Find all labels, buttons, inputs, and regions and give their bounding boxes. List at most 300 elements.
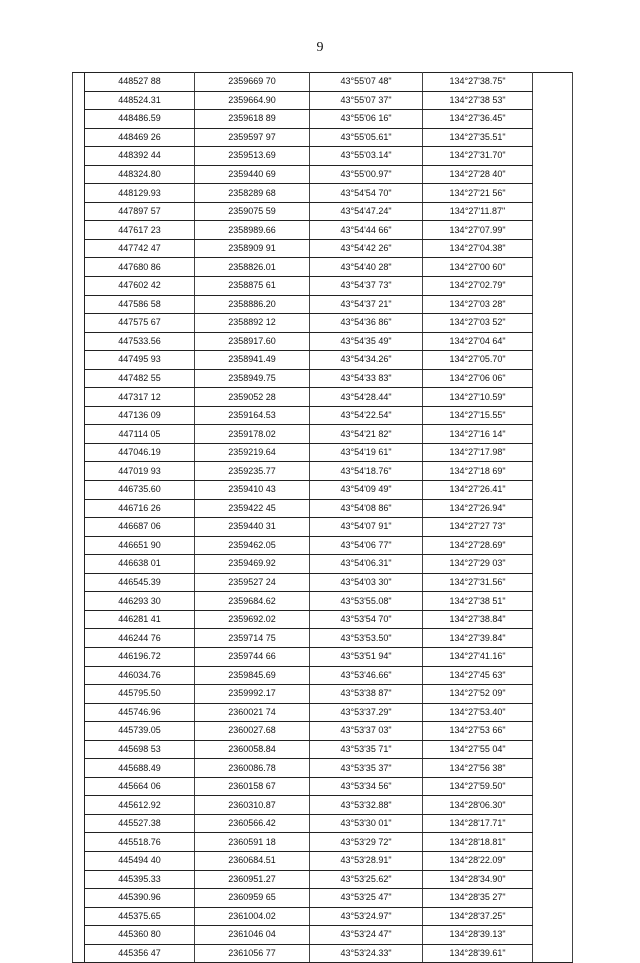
table-row [73, 128, 573, 147]
longitude-cell: 134°27'28.69" [423, 536, 533, 555]
latitude-cell: 43°53'55.08" [310, 592, 423, 611]
table-row [73, 536, 573, 555]
table-row [73, 944, 573, 963]
y-coordinate-cell: 2358289 68 [195, 184, 310, 203]
row-margin-cell [73, 889, 85, 908]
row-blank-cell [533, 277, 573, 296]
y-coordinate-cell: 2359422 45 [195, 499, 310, 518]
row-margin-cell [73, 573, 85, 592]
row-blank-cell [533, 499, 573, 518]
coordinates-table [72, 72, 573, 963]
longitude-cell: 134°27'38 51" [423, 592, 533, 611]
y-coordinate-cell: 2360310.87 [195, 796, 310, 815]
table-row [73, 796, 573, 815]
row-margin-cell [73, 610, 85, 629]
row-blank-cell [533, 889, 573, 908]
x-coordinate-cell: 446244 76 [85, 629, 195, 648]
x-coordinate-cell: 445527.38 [85, 814, 195, 833]
latitude-cell: 43°54'37 73" [310, 277, 423, 296]
table-row [73, 870, 573, 889]
y-coordinate-cell: 2359744 66 [195, 647, 310, 666]
x-coordinate-cell: 446638 01 [85, 555, 195, 574]
x-coordinate-cell: 447533.56 [85, 332, 195, 351]
row-blank-cell [533, 647, 573, 666]
latitude-cell: 43°54'19 61" [310, 443, 423, 462]
x-coordinate-cell: 447897 57 [85, 202, 195, 221]
latitude-cell: 43°54'06 77" [310, 536, 423, 555]
table-row [73, 481, 573, 500]
latitude-cell: 43°54'28.44" [310, 388, 423, 407]
latitude-cell: 43°54'34.26" [310, 351, 423, 370]
longitude-cell: 134°27'53 66" [423, 722, 533, 741]
row-margin-cell [73, 777, 85, 796]
latitude-cell: 43°53'24.33" [310, 944, 423, 963]
table-row [73, 907, 573, 926]
longitude-cell: 134°27'03 28" [423, 295, 533, 314]
row-margin-cell [73, 369, 85, 388]
x-coordinate-cell: 445360 80 [85, 926, 195, 945]
longitude-cell: 134°27'00 60" [423, 258, 533, 277]
row-margin-cell [73, 536, 85, 555]
x-coordinate-cell: 447680 86 [85, 258, 195, 277]
x-coordinate-cell: 447114 05 [85, 425, 195, 444]
longitude-cell: 134°27'38 53" [423, 91, 533, 110]
coordinates-table-container [72, 72, 572, 963]
latitude-cell: 43°53'28.91" [310, 851, 423, 870]
longitude-cell: 134°28'35 27" [423, 889, 533, 908]
x-coordinate-cell: 445664 06 [85, 777, 195, 796]
table-row [73, 647, 573, 666]
longitude-cell: 134°27'05.70" [423, 351, 533, 370]
row-blank-cell [533, 926, 573, 945]
x-coordinate-cell: 445375.65 [85, 907, 195, 926]
x-coordinate-cell: 447482 55 [85, 369, 195, 388]
latitude-cell: 43°53'53.50" [310, 629, 423, 648]
x-coordinate-cell: 447617 23 [85, 221, 195, 240]
y-coordinate-cell: 2358917.60 [195, 332, 310, 351]
latitude-cell: 43°54'22.54" [310, 406, 423, 425]
row-margin-cell [73, 406, 85, 425]
row-blank-cell [533, 555, 573, 574]
latitude-cell: 43°53'29 72" [310, 833, 423, 852]
row-margin-cell [73, 351, 85, 370]
row-margin-cell [73, 647, 85, 666]
latitude-cell: 43°53'30 01" [310, 814, 423, 833]
latitude-cell: 43°55'05.61" [310, 128, 423, 147]
row-blank-cell [533, 777, 573, 796]
table-row [73, 202, 573, 221]
table-row [73, 221, 573, 240]
x-coordinate-cell: 447586 58 [85, 295, 195, 314]
longitude-cell: 134°27'18 69" [423, 462, 533, 481]
table-row [73, 277, 573, 296]
row-blank-cell [533, 759, 573, 778]
latitude-cell: 43°54'21 82" [310, 425, 423, 444]
table-row [73, 314, 573, 333]
longitude-cell: 134°27'04 64" [423, 332, 533, 351]
x-coordinate-cell: 445494 40 [85, 851, 195, 870]
latitude-cell: 43°54'44 66" [310, 221, 423, 240]
latitude-cell: 43°54'08 86" [310, 499, 423, 518]
row-margin-cell [73, 221, 85, 240]
table-row [73, 573, 573, 592]
y-coordinate-cell: 2360959 65 [195, 889, 310, 908]
longitude-cell: 134°27'17.98" [423, 443, 533, 462]
row-margin-cell [73, 685, 85, 704]
table-row [73, 740, 573, 759]
row-blank-cell [533, 703, 573, 722]
row-blank-cell [533, 258, 573, 277]
row-margin-cell [73, 796, 85, 815]
x-coordinate-cell: 448469 26 [85, 128, 195, 147]
x-coordinate-cell: 445390.96 [85, 889, 195, 908]
row-margin-cell [73, 462, 85, 481]
table-row [73, 629, 573, 648]
longitude-cell: 134°27'04.38" [423, 239, 533, 258]
longitude-cell: 134°27'31.70" [423, 147, 533, 166]
row-blank-cell [533, 165, 573, 184]
row-blank-cell [533, 128, 573, 147]
row-blank-cell [533, 351, 573, 370]
row-margin-cell [73, 870, 85, 889]
x-coordinate-cell: 446687 06 [85, 518, 195, 537]
latitude-cell: 43°55'07 48" [310, 73, 423, 92]
y-coordinate-cell: 2359618 89 [195, 110, 310, 129]
y-coordinate-cell: 2358892 12 [195, 314, 310, 333]
y-coordinate-cell: 2361004.02 [195, 907, 310, 926]
latitude-cell: 43°53'38 87" [310, 685, 423, 704]
y-coordinate-cell: 2359178.02 [195, 425, 310, 444]
x-coordinate-cell: 445698 53 [85, 740, 195, 759]
y-coordinate-cell: 2358909 91 [195, 239, 310, 258]
table-row [73, 703, 573, 722]
y-coordinate-cell: 2358826.01 [195, 258, 310, 277]
row-margin-cell [73, 110, 85, 129]
y-coordinate-cell: 2359527 24 [195, 573, 310, 592]
y-coordinate-cell: 2361046 04 [195, 926, 310, 945]
table-row [73, 406, 573, 425]
latitude-cell: 43°53'37 03" [310, 722, 423, 741]
y-coordinate-cell: 2359075 59 [195, 202, 310, 221]
latitude-cell: 43°53'25 47" [310, 889, 423, 908]
latitude-cell: 43°54'07 91" [310, 518, 423, 537]
row-blank-cell [533, 314, 573, 333]
latitude-cell: 43°53'24.97" [310, 907, 423, 926]
longitude-cell: 134°27'02.79" [423, 277, 533, 296]
row-blank-cell [533, 944, 573, 963]
row-blank-cell [533, 518, 573, 537]
x-coordinate-cell: 445612.92 [85, 796, 195, 815]
latitude-cell: 43°53'51 94" [310, 647, 423, 666]
y-coordinate-cell: 2359597 97 [195, 128, 310, 147]
latitude-cell: 43°53'24 47" [310, 926, 423, 945]
table-row [73, 555, 573, 574]
x-coordinate-cell: 447742 47 [85, 239, 195, 258]
x-coordinate-cell: 448486.59 [85, 110, 195, 129]
row-blank-cell [533, 629, 573, 648]
table-row [73, 369, 573, 388]
longitude-cell: 134°27'38.75" [423, 73, 533, 92]
longitude-cell: 134°28'22.09" [423, 851, 533, 870]
row-margin-cell [73, 814, 85, 833]
table-row [73, 332, 573, 351]
y-coordinate-cell: 2360591 18 [195, 833, 310, 852]
row-blank-cell [533, 110, 573, 129]
row-blank-cell [533, 239, 573, 258]
y-coordinate-cell: 2359513.69 [195, 147, 310, 166]
table-body [73, 73, 573, 963]
row-blank-cell [533, 184, 573, 203]
table-row [73, 499, 573, 518]
longitude-cell: 134°27'31.56" [423, 573, 533, 592]
table-row [73, 777, 573, 796]
y-coordinate-cell: 2360684.51 [195, 851, 310, 870]
latitude-cell: 43°54'47.24" [310, 202, 423, 221]
y-coordinate-cell: 2358989.66 [195, 221, 310, 240]
x-coordinate-cell: 446034.76 [85, 666, 195, 685]
row-blank-cell [533, 833, 573, 852]
row-blank-cell [533, 443, 573, 462]
longitude-cell: 134°27'26.94" [423, 499, 533, 518]
row-margin-cell [73, 703, 85, 722]
y-coordinate-cell: 2359410 43 [195, 481, 310, 500]
y-coordinate-cell: 2360027.68 [195, 722, 310, 741]
row-margin-cell [73, 555, 85, 574]
row-blank-cell [533, 722, 573, 741]
row-margin-cell [73, 833, 85, 852]
table-row [73, 833, 573, 852]
y-coordinate-cell: 2359235.77 [195, 462, 310, 481]
x-coordinate-cell: 445746.96 [85, 703, 195, 722]
y-coordinate-cell: 2359664.90 [195, 91, 310, 110]
y-coordinate-cell: 2359992.17 [195, 685, 310, 704]
y-coordinate-cell: 2361056 77 [195, 944, 310, 963]
longitude-cell: 134°27'41.16" [423, 647, 533, 666]
latitude-cell: 43°54'36 86" [310, 314, 423, 333]
row-margin-cell [73, 388, 85, 407]
longitude-cell: 134°27'07.99" [423, 221, 533, 240]
y-coordinate-cell: 2360951.27 [195, 870, 310, 889]
y-coordinate-cell: 2359164.53 [195, 406, 310, 425]
longitude-cell: 134°27'36.45" [423, 110, 533, 129]
row-margin-cell [73, 926, 85, 945]
longitude-cell: 134°27'35.51" [423, 128, 533, 147]
longitude-cell: 134°27'28 40" [423, 165, 533, 184]
row-margin-cell [73, 147, 85, 166]
y-coordinate-cell: 2359684.62 [195, 592, 310, 611]
x-coordinate-cell: 446651 90 [85, 536, 195, 555]
x-coordinate-cell: 447019 93 [85, 462, 195, 481]
longitude-cell: 134°28'39.61" [423, 944, 533, 963]
row-blank-cell [533, 202, 573, 221]
row-blank-cell [533, 870, 573, 889]
x-coordinate-cell: 445688.49 [85, 759, 195, 778]
longitude-cell: 134°27'52 09" [423, 685, 533, 704]
row-margin-cell [73, 499, 85, 518]
longitude-cell: 134°27'10.59" [423, 388, 533, 407]
latitude-cell: 43°54'37 21" [310, 295, 423, 314]
row-blank-cell [533, 666, 573, 685]
x-coordinate-cell: 448129.93 [85, 184, 195, 203]
x-coordinate-cell: 445518.76 [85, 833, 195, 852]
latitude-cell: 43°54'54 70" [310, 184, 423, 203]
table-row [73, 610, 573, 629]
row-blank-cell [533, 814, 573, 833]
y-coordinate-cell: 2359440 31 [195, 518, 310, 537]
latitude-cell: 43°54'40 28" [310, 258, 423, 277]
x-coordinate-cell: 447602 42 [85, 277, 195, 296]
longitude-cell: 134°27'45 63" [423, 666, 533, 685]
table-row [73, 388, 573, 407]
row-margin-cell [73, 740, 85, 759]
latitude-cell: 43°54'42 26" [310, 239, 423, 258]
row-blank-cell [533, 462, 573, 481]
row-margin-cell [73, 907, 85, 926]
table-row [73, 165, 573, 184]
row-blank-cell [533, 610, 573, 629]
longitude-cell: 134°27'26.41" [423, 481, 533, 500]
y-coordinate-cell: 2359669 70 [195, 73, 310, 92]
row-margin-cell [73, 518, 85, 537]
row-blank-cell [533, 481, 573, 500]
x-coordinate-cell: 446716 26 [85, 499, 195, 518]
row-margin-cell [73, 239, 85, 258]
row-margin-cell [73, 295, 85, 314]
y-coordinate-cell: 2360158 67 [195, 777, 310, 796]
table-row [73, 110, 573, 129]
y-coordinate-cell: 2359462.05 [195, 536, 310, 555]
y-coordinate-cell: 2360021 74 [195, 703, 310, 722]
longitude-cell: 134°27'11.87" [423, 202, 533, 221]
table-row [73, 851, 573, 870]
x-coordinate-cell: 447495 93 [85, 351, 195, 370]
table-row [73, 295, 573, 314]
latitude-cell: 43°55'06 16" [310, 110, 423, 129]
latitude-cell: 43°53'54 70" [310, 610, 423, 629]
longitude-cell: 134°27'15.55" [423, 406, 533, 425]
row-blank-cell [533, 406, 573, 425]
x-coordinate-cell: 445356 47 [85, 944, 195, 963]
row-margin-cell [73, 128, 85, 147]
y-coordinate-cell: 2359052 28 [195, 388, 310, 407]
latitude-cell: 43°53'35 71" [310, 740, 423, 759]
x-coordinate-cell: 446545.39 [85, 573, 195, 592]
latitude-cell: 43°53'34 56" [310, 777, 423, 796]
latitude-cell: 43°55'07 37" [310, 91, 423, 110]
row-margin-cell [73, 277, 85, 296]
row-margin-cell [73, 425, 85, 444]
table-row [73, 814, 573, 833]
latitude-cell: 43°53'37.29" [310, 703, 423, 722]
longitude-cell: 134°27'27 73" [423, 518, 533, 537]
x-coordinate-cell: 445795.50 [85, 685, 195, 704]
y-coordinate-cell: 2358886.20 [195, 295, 310, 314]
table-row [73, 184, 573, 203]
y-coordinate-cell: 2360058.84 [195, 740, 310, 759]
table-row [73, 759, 573, 778]
row-margin-cell [73, 73, 85, 92]
x-coordinate-cell: 447575 67 [85, 314, 195, 333]
row-blank-cell [533, 91, 573, 110]
row-blank-cell [533, 592, 573, 611]
page-number: 9 [316, 40, 324, 55]
row-blank-cell [533, 147, 573, 166]
row-blank-cell [533, 796, 573, 815]
row-blank-cell [533, 740, 573, 759]
table-row [73, 926, 573, 945]
row-blank-cell [533, 851, 573, 870]
longitude-cell: 134°27'55 04" [423, 740, 533, 759]
x-coordinate-cell: 447046.19 [85, 443, 195, 462]
row-margin-cell [73, 592, 85, 611]
row-margin-cell [73, 443, 85, 462]
x-coordinate-cell: 448392 44 [85, 147, 195, 166]
longitude-cell: 134°27'38.84" [423, 610, 533, 629]
row-blank-cell [533, 536, 573, 555]
row-margin-cell [73, 202, 85, 221]
table-row [73, 443, 573, 462]
x-coordinate-cell: 445739.05 [85, 722, 195, 741]
y-coordinate-cell: 2359714 75 [195, 629, 310, 648]
row-blank-cell [533, 685, 573, 704]
y-coordinate-cell: 2359440 69 [195, 165, 310, 184]
longitude-cell: 134°28'37.25" [423, 907, 533, 926]
row-margin-cell [73, 722, 85, 741]
table-row [73, 592, 573, 611]
y-coordinate-cell: 2359845.69 [195, 666, 310, 685]
latitude-cell: 43°54'03 30" [310, 573, 423, 592]
latitude-cell: 43°54'06.31" [310, 555, 423, 574]
table-row [73, 666, 573, 685]
row-margin-cell [73, 91, 85, 110]
table-row [73, 91, 573, 110]
table-row [73, 722, 573, 741]
latitude-cell: 43°55'03.14" [310, 147, 423, 166]
y-coordinate-cell: 2360566.42 [195, 814, 310, 833]
row-margin-cell [73, 666, 85, 685]
row-margin-cell [73, 851, 85, 870]
row-blank-cell [533, 295, 573, 314]
x-coordinate-cell: 446196.72 [85, 647, 195, 666]
x-coordinate-cell: 447136 09 [85, 406, 195, 425]
row-margin-cell [73, 184, 85, 203]
row-margin-cell [73, 944, 85, 963]
longitude-cell: 134°27'29 03" [423, 555, 533, 574]
row-margin-cell [73, 481, 85, 500]
row-blank-cell [533, 221, 573, 240]
longitude-cell: 134°28'06.30" [423, 796, 533, 815]
x-coordinate-cell: 446293 30 [85, 592, 195, 611]
row-margin-cell [73, 165, 85, 184]
longitude-cell: 134°28'34.90" [423, 870, 533, 889]
table-row [73, 685, 573, 704]
latitude-cell: 43°54'18.76" [310, 462, 423, 481]
x-coordinate-cell: 448527 88 [85, 73, 195, 92]
latitude-cell: 43°53'46.66" [310, 666, 423, 685]
longitude-cell: 134°27'21 56" [423, 184, 533, 203]
row-margin-cell [73, 332, 85, 351]
latitude-cell: 43°54'33 83" [310, 369, 423, 388]
latitude-cell: 43°55'00.97" [310, 165, 423, 184]
row-blank-cell [533, 332, 573, 351]
row-margin-cell [73, 629, 85, 648]
row-blank-cell [533, 369, 573, 388]
x-coordinate-cell: 446281 41 [85, 610, 195, 629]
y-coordinate-cell: 2359469.92 [195, 555, 310, 574]
longitude-cell: 134°27'03 52" [423, 314, 533, 333]
row-blank-cell [533, 573, 573, 592]
x-coordinate-cell: 448524.31 [85, 91, 195, 110]
